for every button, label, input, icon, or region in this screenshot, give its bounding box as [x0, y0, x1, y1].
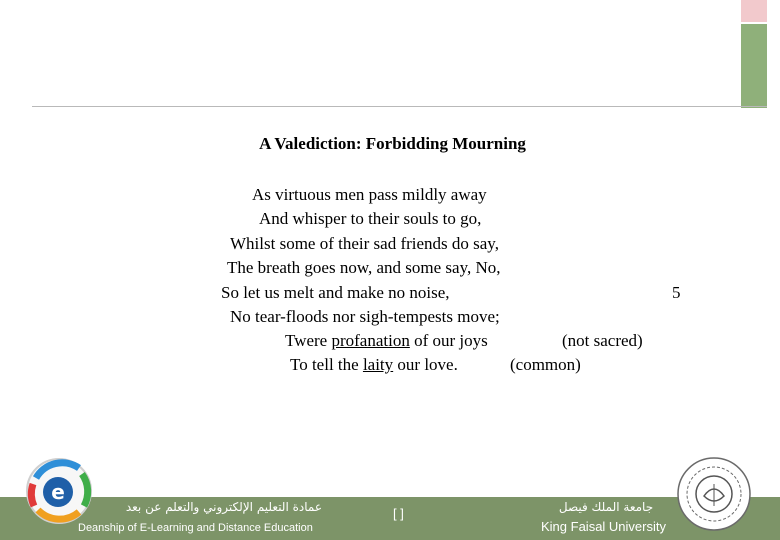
- footer-right-english: King Faisal University: [541, 519, 666, 534]
- poem-line-4: The breath goes now, and some say, No,: [227, 258, 501, 277]
- accent-green-block: [741, 24, 767, 108]
- note-common: (common): [510, 355, 581, 374]
- poem-title: A Valediction: Forbidding Mourning: [259, 134, 526, 153]
- e-learning-logo-icon: [24, 456, 94, 526]
- poem-line-7: [285, 331, 488, 351]
- line-8-end: our love.: [397, 355, 458, 374]
- line-8-start: To tell the: [290, 355, 359, 374]
- svg-text:e: e: [51, 480, 65, 504]
- poem-line-6: No tear-floods nor sigh-tempests move;: [230, 307, 500, 326]
- poem-line-2: And whisper to their souls to go,: [259, 209, 482, 228]
- footer-left-english: Deanship of E-Learning and Distance Education: [78, 522, 313, 534]
- word-laity: laity: [362, 355, 394, 374]
- line-7-start: Twere: [285, 331, 328, 350]
- poem-line-5: So let us melt and make no noise,: [221, 283, 450, 302]
- page-number: [ ]: [393, 506, 404, 521]
- note-not-sacred: (not sacred): [562, 331, 643, 350]
- poem-line-8: [290, 355, 458, 375]
- poem-line-1: As virtuous men pass mildly away: [252, 185, 487, 204]
- line-7-end: of our joys: [414, 331, 488, 350]
- line-number: 5: [672, 283, 681, 302]
- header-rule: [32, 106, 767, 107]
- poem-line-3: Whilst some of their sad friends do say,: [230, 234, 499, 253]
- university-seal-icon: [676, 456, 752, 532]
- accent-pink-block: [741, 0, 767, 22]
- word-profanation: profanation: [331, 331, 410, 350]
- footer-right-arabic: جامعة الملك فيصل: [558, 500, 654, 514]
- footer-left-arabic: عمادة التعليم الإلكتروني والتعلم عن بعد: [125, 500, 322, 514]
